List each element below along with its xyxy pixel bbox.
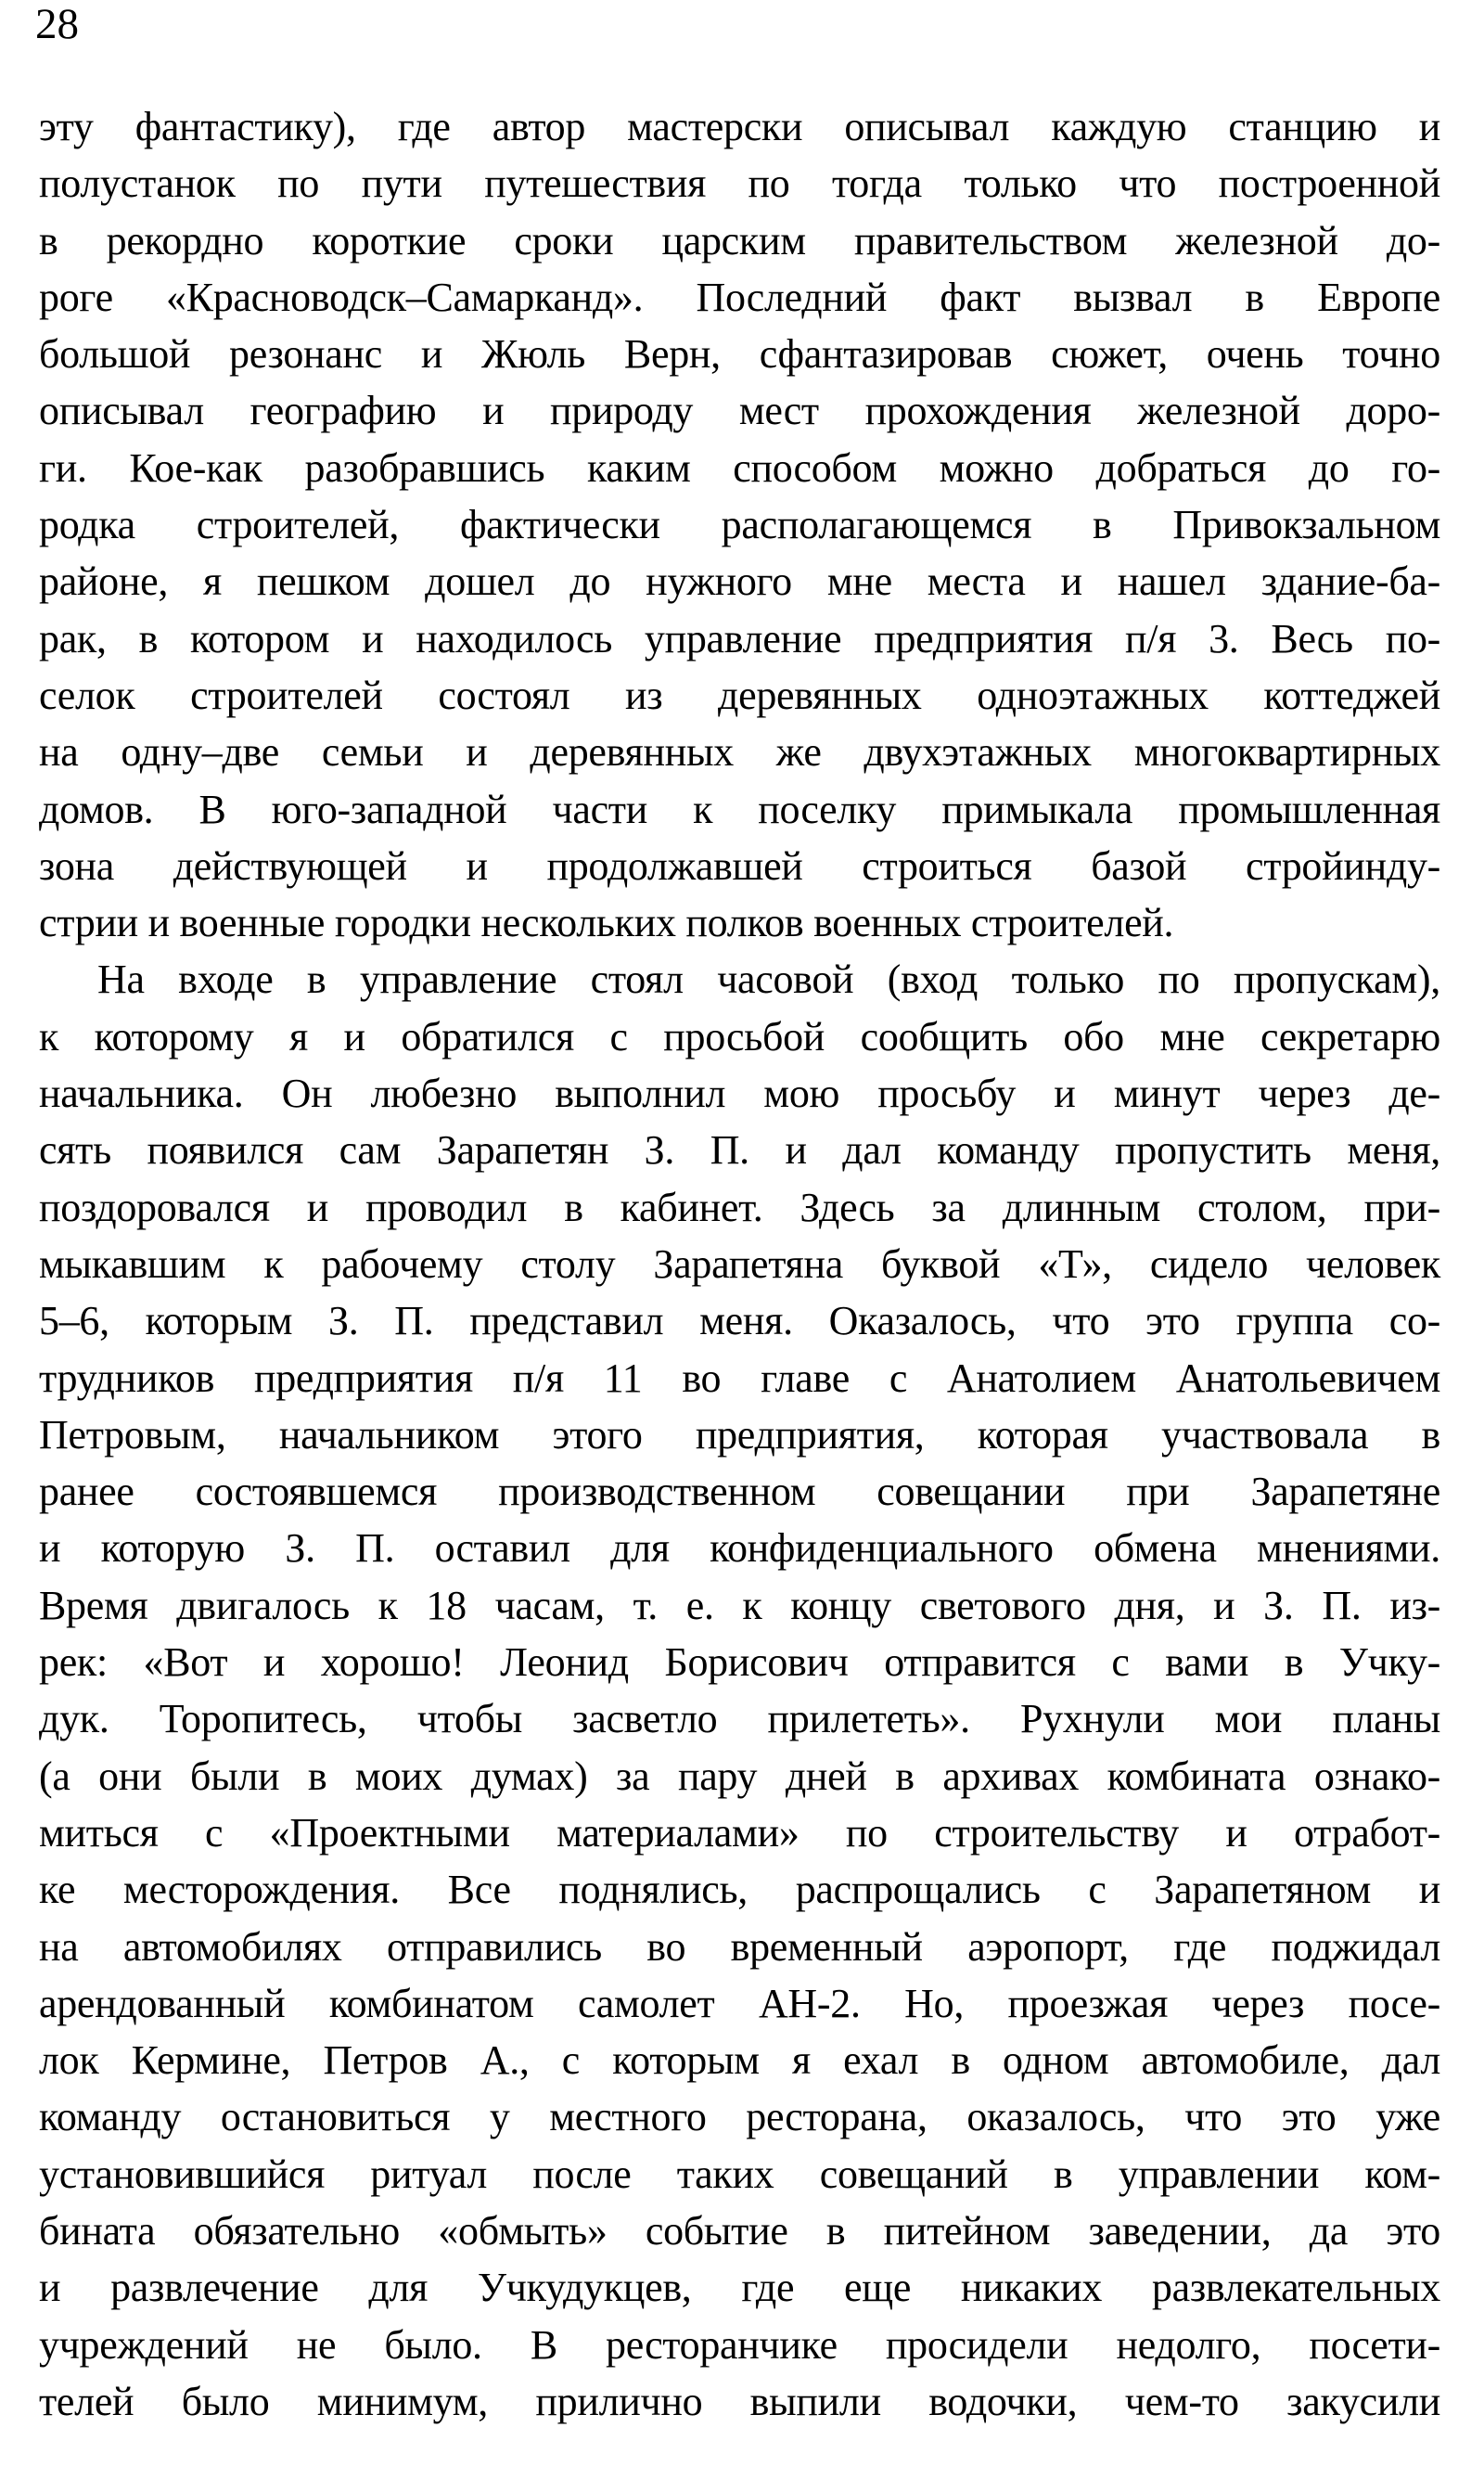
text-line: описывал географию и природу мест прохождения железной доро- bbox=[39, 388, 1440, 434]
text-line: эту фантастику), где автор мастерски описывал каждую станцию и bbox=[39, 104, 1440, 149]
text-line: ранее состоявшемся производственном совещании при Зарапетяне bbox=[39, 1469, 1440, 1515]
text-line: ке месторождения. Все поднялись, распрощались с Зарапетяном и bbox=[39, 1867, 1440, 1913]
text-line: к которому я и обратился с просьбой сообщить обо мне секретарю bbox=[39, 1013, 1440, 1060]
page-body-text bbox=[39, 98, 1440, 2430]
text-line: бината обязательно «обмыть» событие в питейном заведении, да это bbox=[39, 2207, 1440, 2254]
text-line: миться с «Проектными материалами» по строительству и отработ- bbox=[39, 1809, 1440, 1856]
text-line: зона действующей и продолжавшей строиться базой стройинду- bbox=[39, 842, 1440, 889]
text-line: команду остановиться у местного ресторана, оказалось, что это уже bbox=[39, 2094, 1440, 2140]
text-line: На входе в управление стоял часовой (вход только по пропускам), bbox=[97, 957, 1440, 1003]
text-line: рек: «Вот и хорошо! Леонид Борисович отправится с вами в Учку- bbox=[39, 1639, 1440, 1686]
text-line: учреждений не было. В ресторанчике просидели недолго, посети- bbox=[39, 2321, 1440, 2368]
text-line: на автомобилях отправились во временный аэропорт, где поджидал bbox=[39, 1923, 1440, 1970]
text-line: трудников предприятия п/я 11 во главе с Анатолием Анатольевичем bbox=[39, 1355, 1440, 1401]
text-line: районе, я пешком дошел до нужного мне места и нашел здание-ба- bbox=[39, 559, 1440, 605]
text-line: дук. Торопитесь, чтобы засветло прилететь». Рухнули мои планы bbox=[39, 1696, 1440, 1742]
text-line: начальника. Он любезно выполнил мою просьбу и минут через де- bbox=[39, 1071, 1440, 1117]
text-line: ги. Кое-как разобравшись каким способом можно добраться до го- bbox=[39, 444, 1440, 491]
text-line: поздоровался и проводил в кабинет. Здесь за длинным столом, при- bbox=[39, 1184, 1440, 1230]
text-line: селок строителей состоял из деревянных одноэтажных коттеджей bbox=[39, 672, 1440, 718]
page-number: 28 bbox=[35, 0, 79, 48]
text-line: большой резонанс и Жюль Верн, сфантазировав сюжет, очень точно bbox=[39, 331, 1440, 378]
text-line: и которую З. П. оставил для конфиденциального обмена мнениями. bbox=[39, 1525, 1440, 1572]
text-line: на одну–две семьи и деревянных же двухэтажных многоквартирных bbox=[39, 729, 1440, 776]
text-line: домов. В юго-западной части к поселку примыкала промышленная bbox=[39, 786, 1440, 832]
text-line: роге «Красноводск–Самарканд». Последний факт вызвал в Европе bbox=[39, 274, 1440, 320]
text-line: (а они были в моих думах) за пару дней в архивах комбината ознако- bbox=[39, 1753, 1440, 1799]
text-line: сять появился сам Зарапетян З. П. и дал команду пропустить меня, bbox=[39, 1127, 1440, 1174]
text-line: 5–6, которым З. П. представил меня. Оказалось, что это группа со- bbox=[39, 1298, 1440, 1344]
text-line: Время двигалось к 18 часам, т. е. к концу светового дня, и З. П. из- bbox=[39, 1582, 1440, 1628]
text-line: и развлечение для Учкудукцев, где еще никаких развлекательных bbox=[39, 2265, 1440, 2311]
text-line: арендованный комбинатом самолет АН-2. Но, проезжая через посе- bbox=[39, 1980, 1440, 2026]
text-line: родка строителей, фактически располагающемся в Привокзальном bbox=[39, 502, 1440, 548]
text-line: лок Кермине, Петров А., с которым я ехал в одном автомобиле, дал bbox=[39, 2037, 1440, 2084]
text-line: в рекордно короткие сроки царским правительством железной до- bbox=[39, 217, 1440, 263]
text-line: Петровым, начальником этого предприятия, которая участвовала в bbox=[39, 1411, 1440, 1458]
text-line: телей было минимум, прилично выпили водочки, чем-то закусили bbox=[39, 2378, 1440, 2424]
text-line: рак, в котором и находилось управление предприятия п/я 3. Весь по- bbox=[39, 615, 1440, 661]
text-line: мыкавшим к рабочему столу Зарапетяна буквой «Т», сидело человек bbox=[39, 1240, 1440, 1287]
text-line: установившийся ритуал после таких совещаний в управлении ком- bbox=[39, 2151, 1440, 2197]
text-line: стрии и военные городки нескольких полков военных строителей. bbox=[39, 900, 1174, 946]
text-line: полустанок по пути путешествия по тогда только что построенной bbox=[39, 161, 1440, 207]
